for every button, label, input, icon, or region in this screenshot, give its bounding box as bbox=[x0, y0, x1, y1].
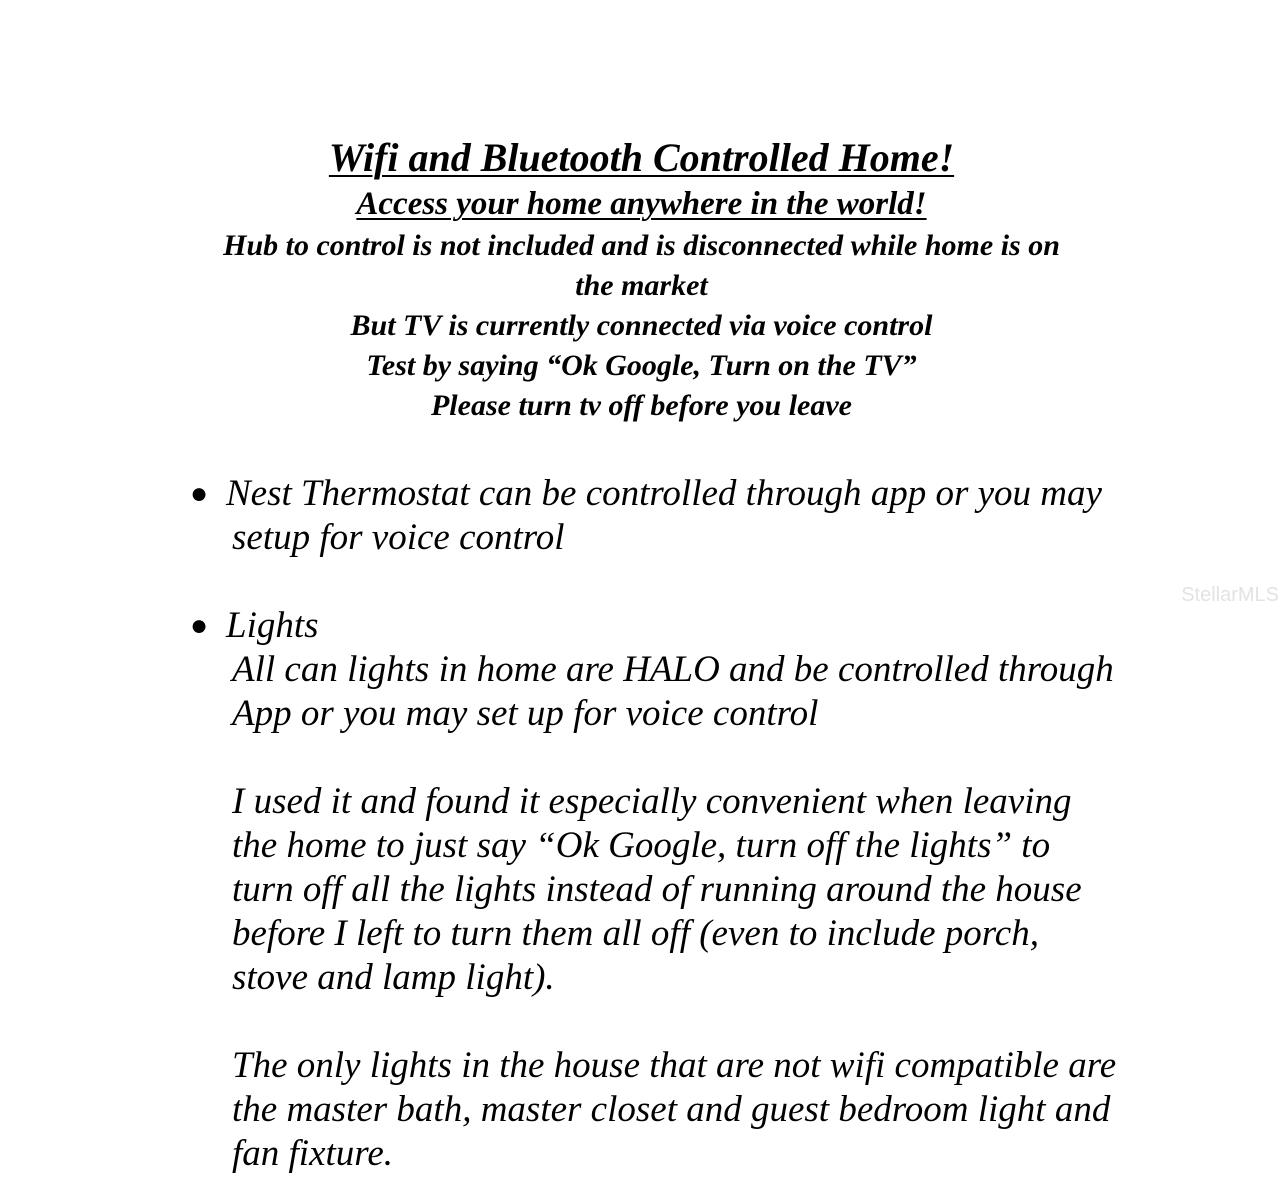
page-title: Wifi and Bluetooth Controlled Home! bbox=[328, 135, 955, 180]
hub-notice bbox=[162, 226, 1122, 426]
paragraph-line: All can lights in home are HALO and be controlled through bbox=[232, 649, 1114, 690]
notice-line: the market bbox=[575, 269, 708, 302]
feature-list bbox=[190, 472, 1150, 1176]
notice-line: Please turn tv off before you leave bbox=[430, 389, 852, 422]
spacer bbox=[226, 736, 1150, 780]
paragraph-line: I used it and found it especially convenient when leaving bbox=[232, 781, 1072, 822]
paragraph-line: stove and lamp light). bbox=[232, 957, 555, 998]
watermark: StellarMLS bbox=[1181, 584, 1279, 606]
paragraph-line: before I left to turn them all off (even to include porch, bbox=[232, 913, 1039, 954]
paragraph-line: The only lights in the house that are not wifi compatible are bbox=[232, 1045, 1117, 1086]
notice-line: But TV is currently connected via voice control bbox=[350, 309, 933, 342]
lights-heading: Lights bbox=[226, 605, 319, 646]
lights-paragraph-2 bbox=[226, 780, 1150, 1000]
thermostat-line: setup for voice control bbox=[232, 517, 565, 558]
thermostat-line: Nest Thermostat can be controlled through app or you may bbox=[226, 473, 1102, 514]
notice-line: Test by saying “Ok Google, Turn on the TV” bbox=[366, 349, 917, 382]
page-subtitle: Access your home anywhere in the world! bbox=[356, 186, 927, 222]
paragraph-line: fan fixture. bbox=[232, 1133, 393, 1174]
spacer bbox=[190, 560, 1150, 604]
list-item-lights bbox=[190, 604, 1150, 1176]
paragraph-line: the master bath, master closet and guest bedroom light and bbox=[232, 1089, 1111, 1130]
paragraph-line: App or you may set up for voice control bbox=[232, 693, 819, 734]
notice-line: Hub to control is not included and is disconnected while home is on bbox=[223, 229, 1060, 262]
bullet-icon: ● bbox=[190, 477, 209, 510]
spacer bbox=[226, 1000, 1150, 1044]
bullet-icon: ● bbox=[190, 609, 209, 642]
list-item-thermostat bbox=[190, 472, 1150, 560]
paragraph-line: turn off all the lights instead of running around the house bbox=[232, 869, 1082, 910]
lights-paragraph-1 bbox=[226, 648, 1150, 736]
document-header bbox=[0, 134, 1283, 426]
paragraph-line: the home to just say “Ok Google, turn off the lights” to bbox=[232, 825, 1051, 866]
lights-paragraph-3 bbox=[226, 1044, 1150, 1176]
